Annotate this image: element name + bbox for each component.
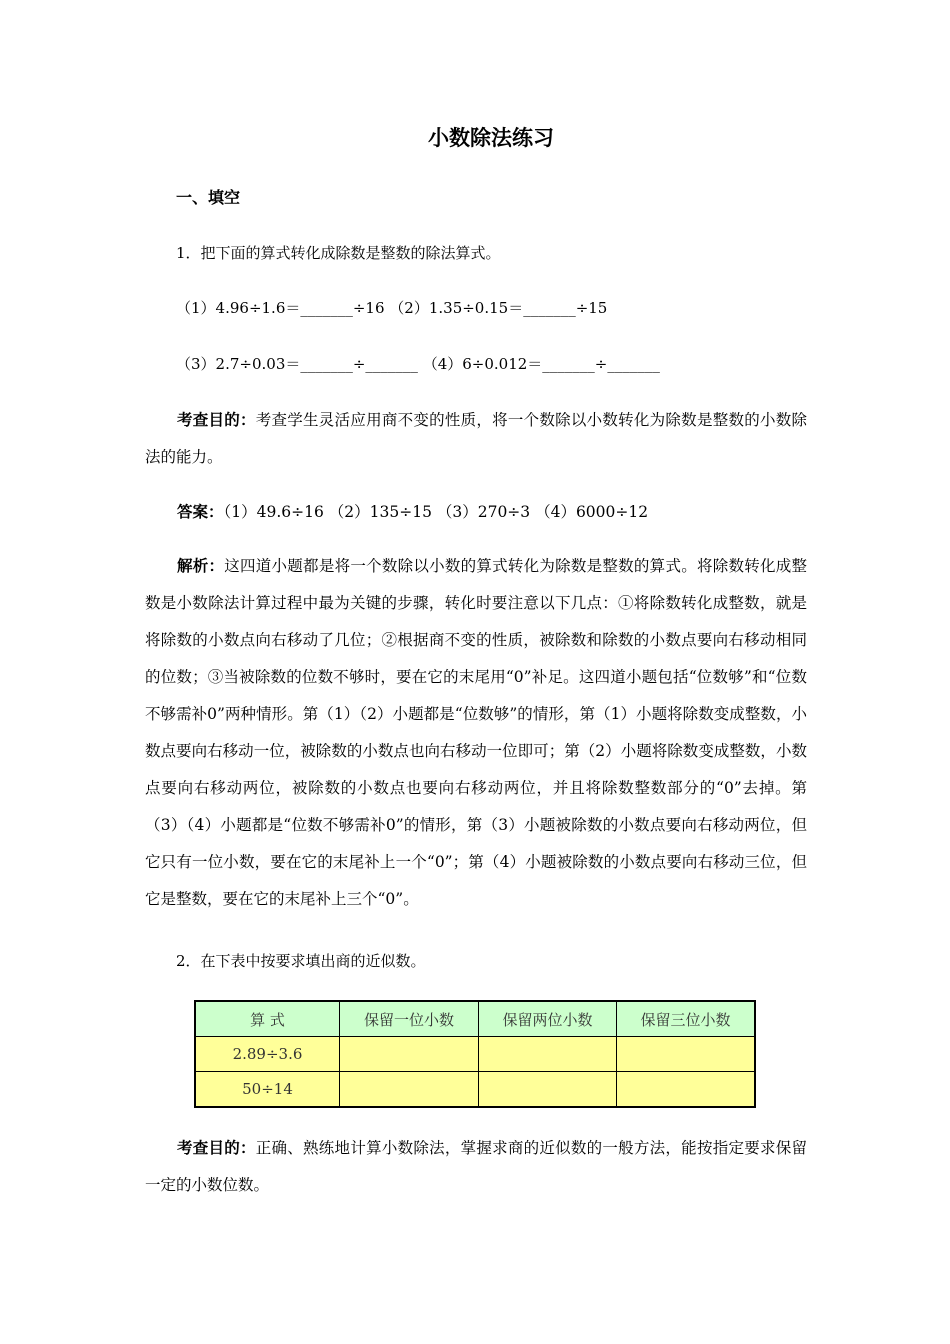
analysis-label: 解析： bbox=[177, 557, 225, 575]
question-1-line-1: （1）4.96÷1.6＝_______÷16 （2）1.35÷0.15＝_______÷15 bbox=[176, 299, 608, 317]
table-cell-blank[interactable] bbox=[479, 1072, 617, 1108]
section-heading: 一、填空 bbox=[176, 188, 241, 207]
table-cell-blank[interactable] bbox=[617, 1072, 756, 1108]
question-1-answer bbox=[145, 494, 807, 531]
purpose-label: 考查目的： bbox=[177, 411, 256, 429]
question-2-prompt: 2．在下表中按要求填出商的近似数。 bbox=[176, 952, 426, 970]
table-row bbox=[195, 1037, 755, 1072]
table-row bbox=[195, 1072, 755, 1108]
purpose-text: 正确、熟练地计算小数除法，掌握求商的近似数的一般方法，能按指定要求保留一定的小数位数。 bbox=[145, 1139, 807, 1194]
table-header-cell: 算 式 bbox=[195, 1001, 340, 1037]
approximation-table bbox=[194, 1000, 756, 1108]
table-header-cell: 保留三位小数 bbox=[617, 1001, 756, 1037]
question-1-analysis bbox=[145, 548, 807, 918]
question-1-line-2: （3）2.7÷0.03＝_______÷_______ （4）6÷0.012＝_______÷_______ bbox=[176, 355, 660, 373]
table-cell-expression: 2.89÷3.6 bbox=[195, 1037, 340, 1072]
table-cell-blank[interactable] bbox=[479, 1037, 617, 1072]
question-2-purpose bbox=[145, 1130, 807, 1204]
analysis-text: 这四道小题都是将一个数除以小数的算式转化为除数是整数的算式。将除数转化成整数是小数除法计算过程中最为关键的步骤，转化时要注意以下几点：①将除数转化成整数，就是将除数的小数点向右移动了几位；②根据商不变的性质，被除数和除数的小数点要向右移动相同的位数；③当被除数的位数不够时，要在它的末尾用“0”补足。这四道小题包括“位数够”和“位数不够需补0”两种情形。第（1）（2）小题都是“位数够”的情形，第（1）小题将除数变成整数，小数点要向右移动一位，被除数的小数点也向右移动一位即可；第（2）小题将除数变成整数，小数点要向右移动两位，被除数的小数点也要向右移动两位，并且将除数整数部分的“0”去掉。第（3）（4）小题都是“位数不够需补0”的情形，第（3）小题被除数的小数点要向右移动两位，但它只有一位小数，要在它的末尾补上一个“0”；第（4）小题被除数的小数点要向右移动三位，但它是整数，要在它的末尾补上三个“0”。 bbox=[145, 557, 807, 908]
question-1-prompt: 1．把下面的算式转化成除数是整数的除法算式。 bbox=[176, 244, 501, 262]
table-header-row bbox=[195, 1001, 755, 1037]
table-header-cell: 保留两位小数 bbox=[479, 1001, 617, 1037]
question-1-purpose bbox=[145, 402, 807, 476]
table-cell-expression: 50÷14 bbox=[195, 1072, 340, 1108]
answer-text: （1）49.6÷16 （2）135÷15 （3）270÷3 （4）6000÷12 bbox=[223, 503, 649, 521]
table-header-cell: 保留一位小数 bbox=[340, 1001, 479, 1037]
purpose-label: 考查目的： bbox=[177, 1139, 256, 1157]
table-cell-blank[interactable] bbox=[340, 1037, 479, 1072]
answer-label: 答案： bbox=[177, 503, 224, 521]
table-cell-blank[interactable] bbox=[617, 1037, 756, 1072]
purpose-text: 考查学生灵活应用商不变的性质，将一个数除以小数转化为除数是整数的小数除法的能力。 bbox=[145, 411, 807, 466]
page-title: 小数除法练习 bbox=[428, 126, 554, 150]
table-cell-blank[interactable] bbox=[340, 1072, 479, 1108]
